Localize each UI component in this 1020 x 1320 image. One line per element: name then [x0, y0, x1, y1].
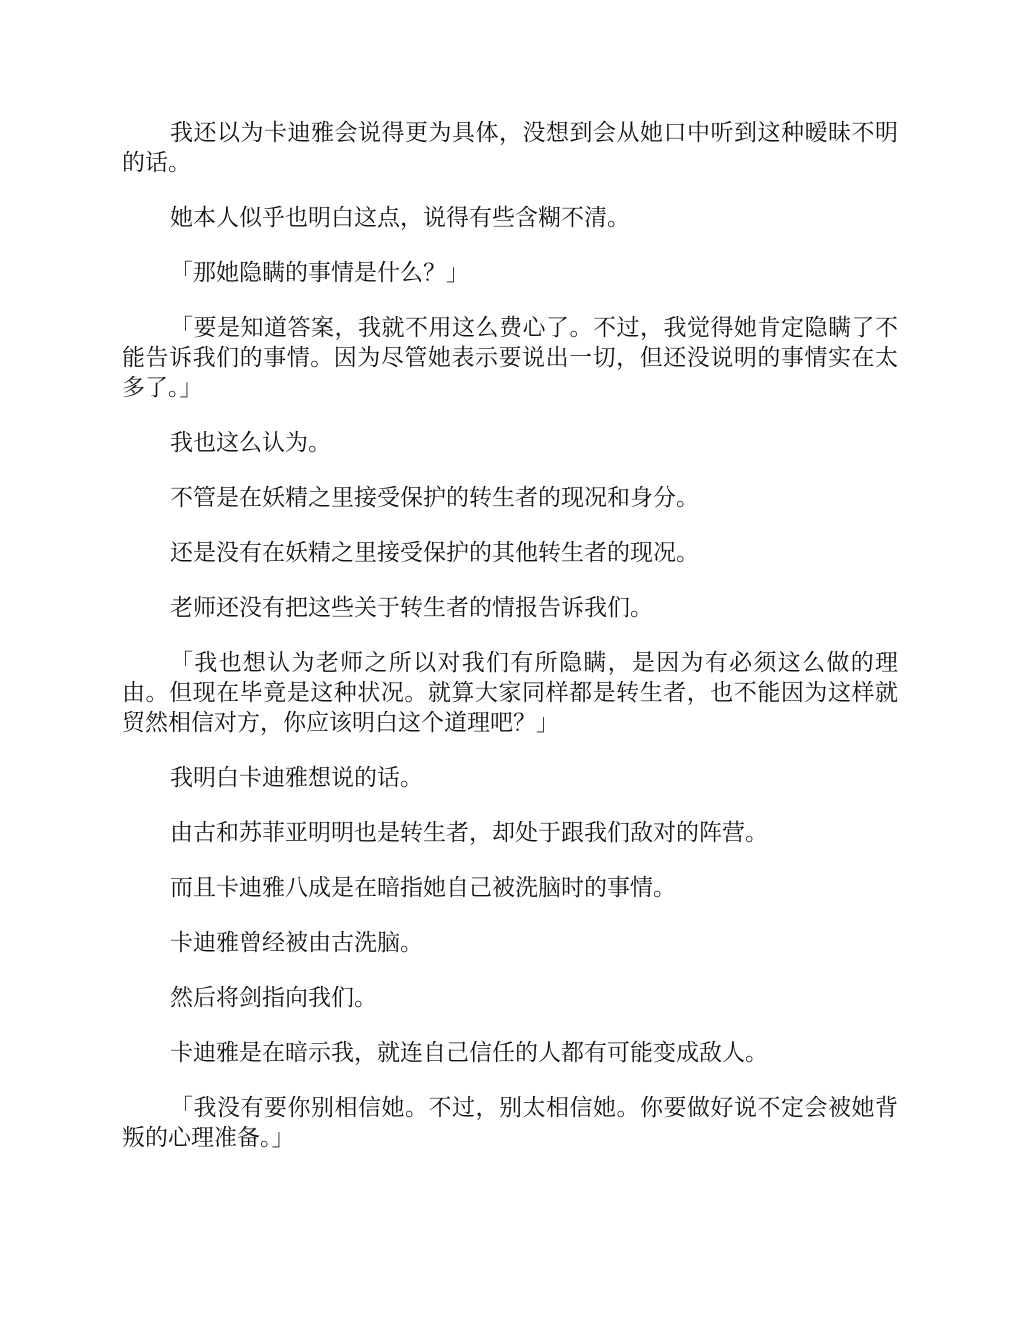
paragraph: 我明白卡迪雅想说的话。 — [170, 765, 423, 791]
paragraph: 老师还没有把这些关于转生者的情报告诉我们。 — [170, 595, 653, 621]
paragraph: 我还以为卡迪雅会说得更为具体，没想到会从她口中听到这种暧昧不明的话。 — [122, 120, 898, 176]
paragraph: 而且卡迪雅八成是在暗指她自己被洗脑时的事情。 — [170, 875, 676, 901]
paragraph: 「我没有要你别相信她。不过，别太相信她。你要做好说不定会被她背叛的心理准备。」 — [122, 1095, 898, 1151]
paragraph: 由古和苏菲亚明明也是转生者，却处于跟我们敌对的阵营。 — [170, 820, 768, 846]
paragraph: 卡迪雅是在暗示我，就连自己信任的人都有可能变成敌人。 — [170, 1040, 768, 1066]
paragraph: 「要是知道答案，我就不用这么费心了。不过，我觉得她肯定隐瞒了不能告诉我们的事情。因为尽管她表示要说出一切，但还没说明的事情实在太多了。」 — [122, 315, 898, 401]
paragraph: 「我也想认为老师之所以对我们有所隐瞒，是因为有必须这么做的理由。但现在毕竟是这种状况。就算大家同样都是转生者，也不能因为这样就贸然相信对方，你应该明白这个道理吧？」 — [122, 650, 898, 736]
document-page — [122, 118, 898, 1178]
paragraph: 还是没有在妖精之里接受保护的其他转生者的现况。 — [170, 540, 699, 566]
paragraph: 卡迪雅曾经被由古洗脑。 — [170, 930, 423, 956]
paragraph: 「那她隐瞒的事情是什么？」 — [170, 260, 469, 286]
paragraph: 不管是在妖精之里接受保护的转生者的现况和身分。 — [170, 485, 699, 511]
paragraph: 我也这么认为。 — [170, 430, 331, 456]
paragraph: 然后将剑指向我们。 — [170, 985, 377, 1011]
paragraph: 她本人似乎也明白这点，说得有些含糊不清。 — [170, 205, 630, 231]
